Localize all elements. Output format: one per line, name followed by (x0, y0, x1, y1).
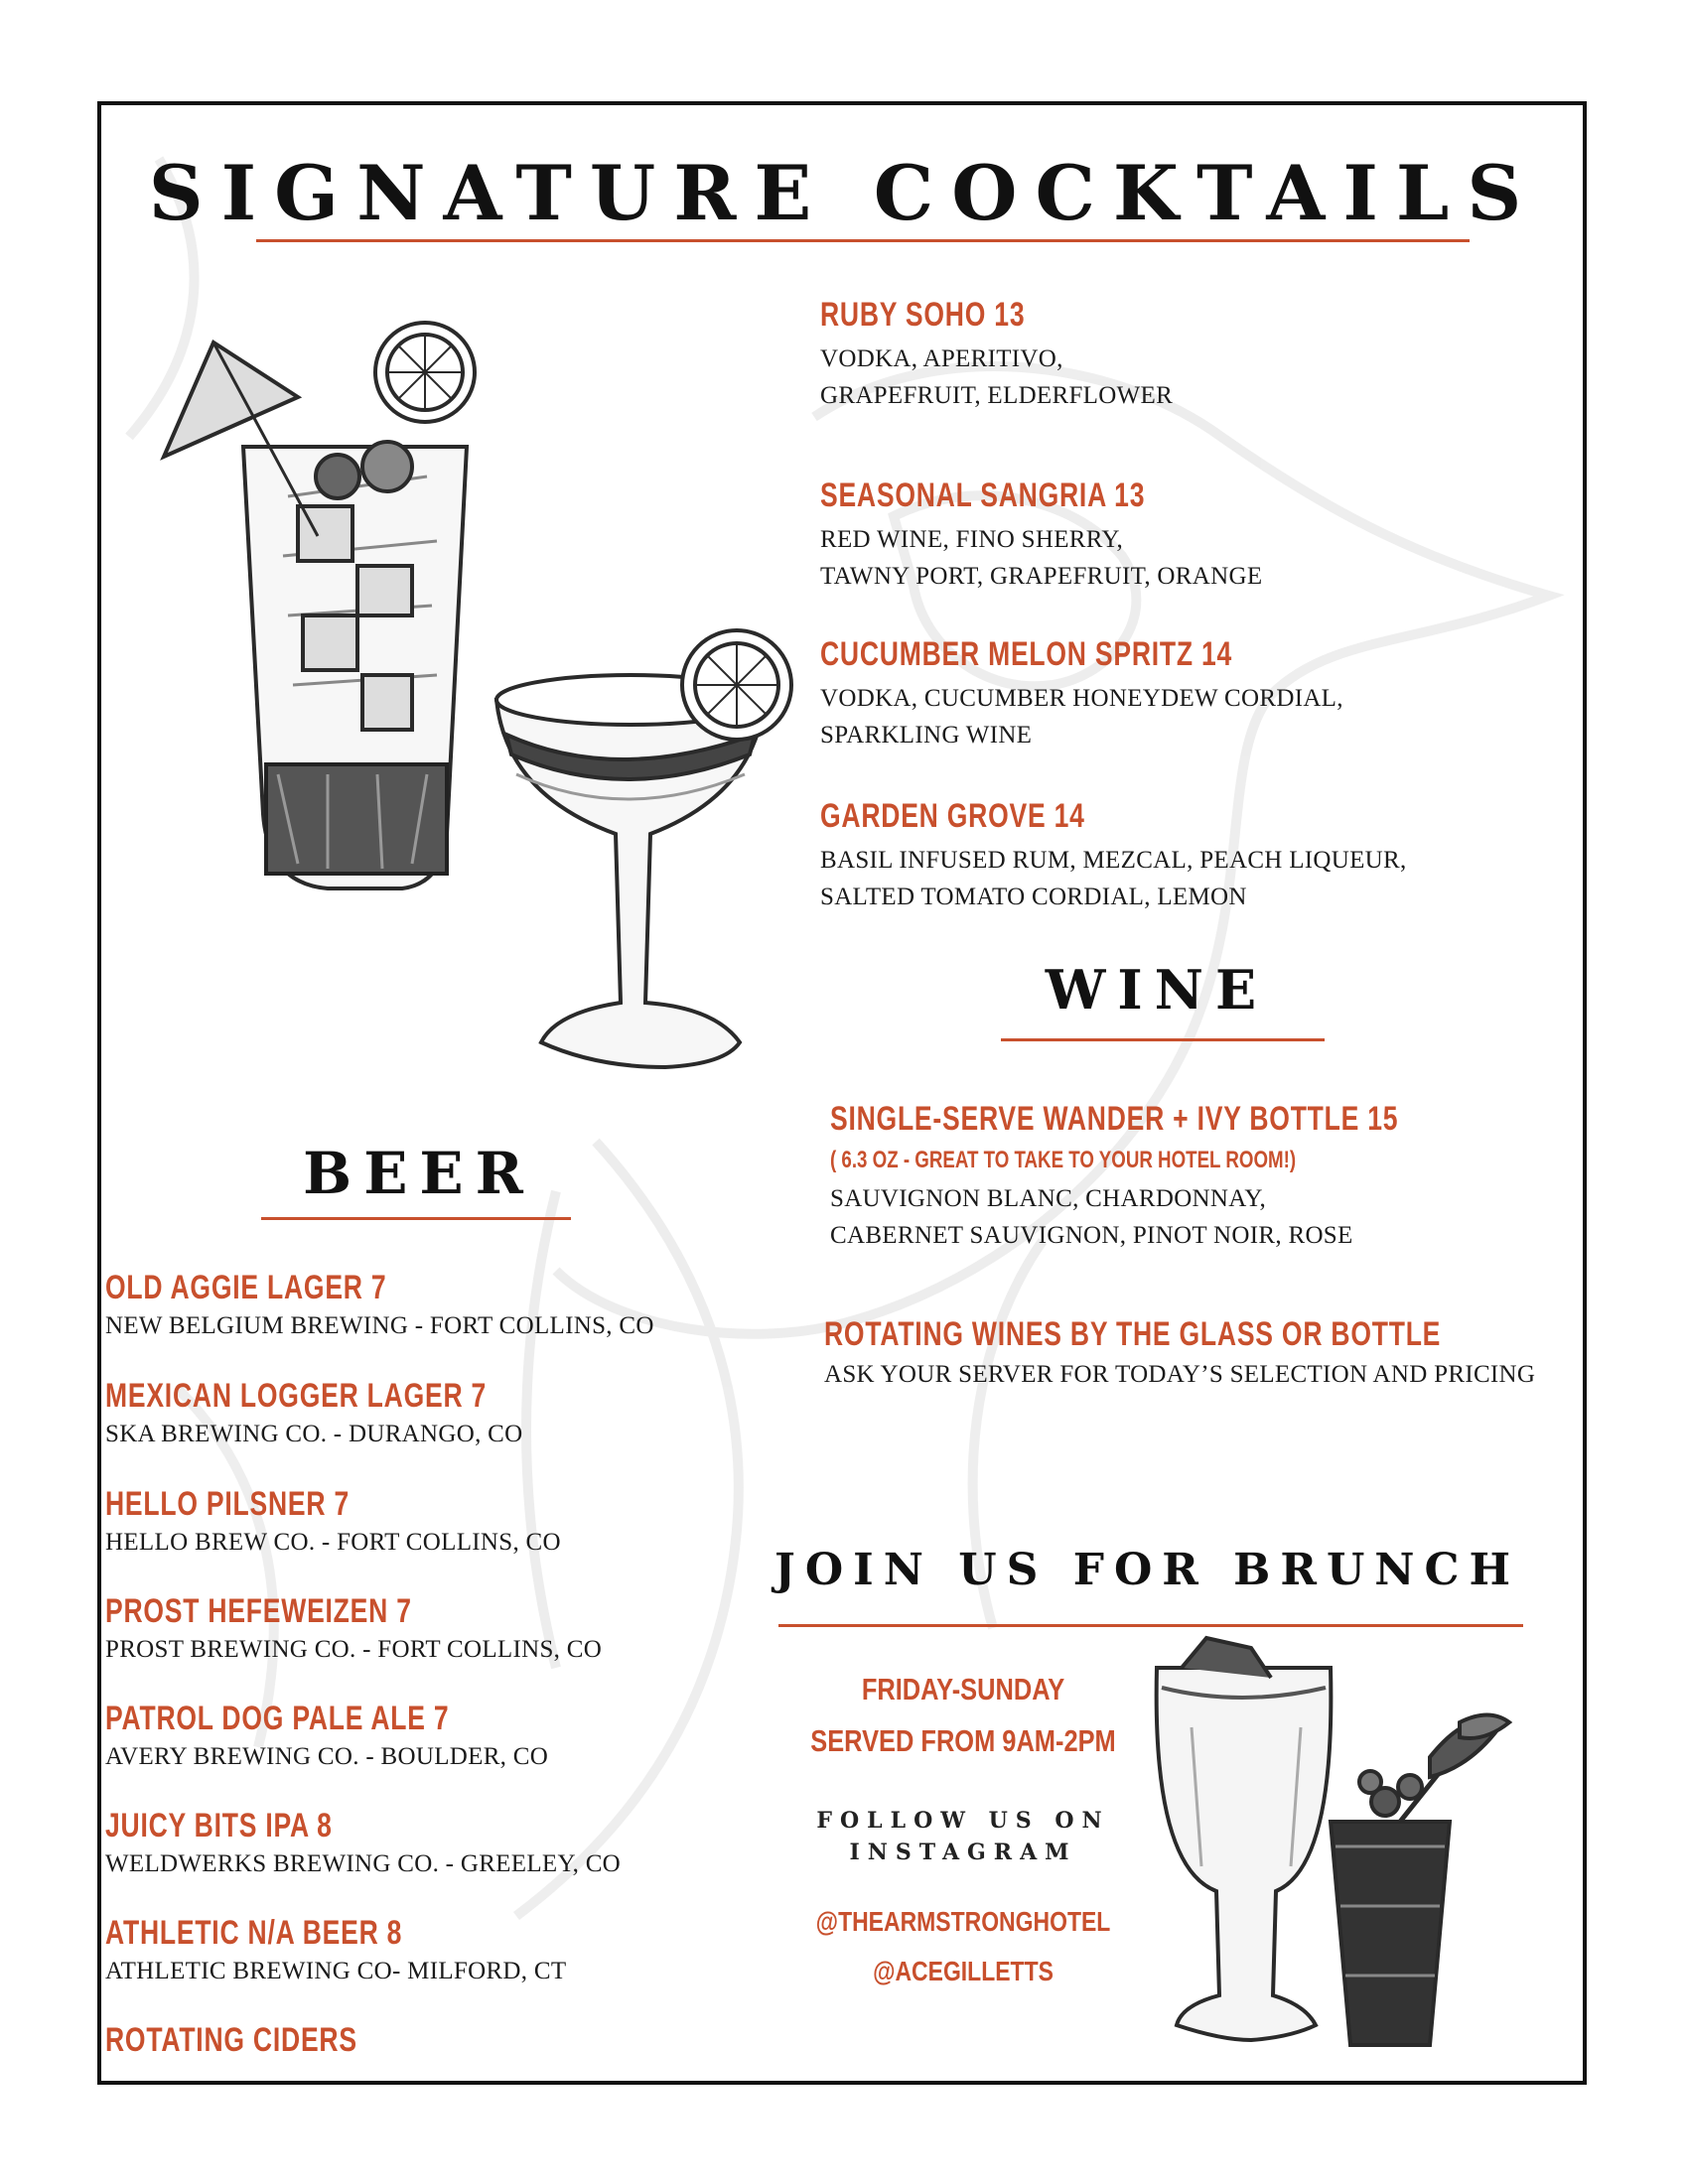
beer-underline (261, 1217, 571, 1220)
instagram-handle-hotel[interactable]: @THEARMSTRONGHOTEL (815, 1906, 1111, 1937)
cocktail-name: GARDEN GROVE 14 (820, 797, 1085, 835)
cocktail-desc-line: SPARKLING WINE (820, 722, 1033, 749)
wine-item (824, 1315, 1615, 1393)
beer-item (105, 1485, 561, 1561)
cocktail-desc-line: VODKA, APERITIVO, (820, 345, 1063, 372)
cocktail-desc-line: BASIL INFUSED RUM, MEZCAL, PEACH LIQUEUR, (820, 847, 1407, 874)
wine-name: ROTATING WINES BY THE GLASS OR BOTTLE (824, 1315, 1442, 1353)
beer-item (105, 2021, 428, 2060)
instagram-handle-restaurant[interactable]: @ACEGILLETTS (873, 1956, 1054, 1986)
cocktail-item (820, 296, 1173, 414)
beer-desc: ATHLETIC BREWING CO- MILFORD, CT (105, 1958, 567, 1984)
beer-desc: HELLO BREW CO. - FORT COLLINS, CO (105, 1529, 561, 1556)
cocktail-desc-line: VODKA, CUCUMBER HONEYDEW CORDIAL, (820, 685, 1343, 712)
beer-name: ATHLETIC N/A BEER 8 (105, 1914, 403, 1952)
beer-desc: SKA BREWING CO. - DURANGO, CO (105, 1421, 523, 1447)
wine-desc (830, 1180, 1559, 1254)
wine-desc-line: CABERNET SAUVIGNON, PINOT NOIR, ROSE (830, 1222, 1353, 1249)
beer-name: ROTATING CIDERS (105, 2021, 357, 2059)
beer-item (105, 1377, 594, 1452)
wine-desc-line: ASK YOUR SERVER FOR TODAY’S SELECTION AND PRICING (824, 1361, 1536, 1388)
cocktail-desc-line: SALTED TOMATO CORDIAL, LEMON (820, 884, 1247, 910)
wine-desc-line: SAUVIGNON BLANC, CHARDONNAY, (830, 1185, 1267, 1212)
brunch-hours: SERVED FROM 9AM-2PM (810, 1723, 1116, 1758)
cocktail-desc-line: RED WINE, FINO SHERRY, (820, 526, 1124, 553)
cocktail-item (820, 797, 1407, 915)
page-title: SIGNATURE COCKTAILS (148, 149, 1540, 237)
cocktail-desc (820, 842, 1407, 915)
cocktail-item (820, 477, 1262, 595)
beer-item (105, 1914, 566, 1989)
brunch-section-title: JOIN US FOR BRUNCH (774, 1545, 1521, 1595)
cocktail-desc (820, 680, 1348, 753)
beer-name: MEXICAN LOGGER LAGER 7 (105, 1377, 488, 1415)
cocktail-item (820, 635, 1348, 753)
cocktail-name: CUCUMBER MELON SPRITZ 14 (820, 635, 1233, 673)
beer-name: PATROL DOG PALE ALE 7 (105, 1700, 450, 1737)
beer-item (105, 1807, 621, 1882)
cocktail-desc-line: TAWNY PORT, GRAPEFRUIT, ORANGE (820, 563, 1263, 590)
wine-desc (824, 1356, 1615, 1393)
wine-underline (1001, 1038, 1325, 1041)
cocktail-name: SEASONAL SANGRIA 13 (820, 477, 1146, 514)
beer-name: HELLO PILSNER 7 (105, 1485, 350, 1523)
beer-item (105, 1269, 654, 1344)
follow-line: INSTAGRAM (849, 1840, 1077, 1865)
beer-name: JUICY BITS IPA 8 (105, 1807, 333, 1844)
cocktail-name: RUBY SOHO 13 (820, 296, 1026, 334)
brunch-days: FRIDAY-SUNDAY (861, 1672, 1065, 1706)
beer-desc: AVERY BREWING CO. - BOULDER, CO (105, 1743, 549, 1770)
beer-desc: WELDWERKS BREWING CO. - GREELEY, CO (105, 1850, 622, 1877)
wine-name: SINGLE-SERVE WANDER + IVY BOTTLE 15 (830, 1100, 1399, 1138)
cocktail-desc (820, 521, 1262, 595)
beer-item (105, 1592, 602, 1668)
follow-line: FOLLOW US ON (816, 1808, 1110, 1834)
wine-item (830, 1100, 1559, 1254)
beer-name: PROST HEFEWEIZEN 7 (105, 1592, 412, 1630)
title-underline (256, 239, 1470, 242)
beer-section-title: BEER (303, 1140, 535, 1207)
wine-section-title: WINE (1045, 958, 1269, 1022)
cocktail-desc (820, 341, 1173, 414)
instagram-follow (794, 1805, 1132, 1868)
brunch-underline (778, 1624, 1523, 1627)
cocktail-desc-line: GRAPEFRUIT, ELDERFLOWER (820, 382, 1174, 409)
wine-note: ( 6.3 OZ - GREAT TO TAKE TO YOUR HOTEL ROOM!) (830, 1147, 1297, 1173)
beer-desc: PROST BREWING CO. - FORT COLLINS, CO (105, 1636, 603, 1663)
beer-name: OLD AGGIE LAGER 7 (105, 1269, 387, 1306)
beer-desc: NEW BELGIUM BREWING - FORT COLLINS, CO (105, 1312, 654, 1339)
beer-item (105, 1700, 548, 1775)
